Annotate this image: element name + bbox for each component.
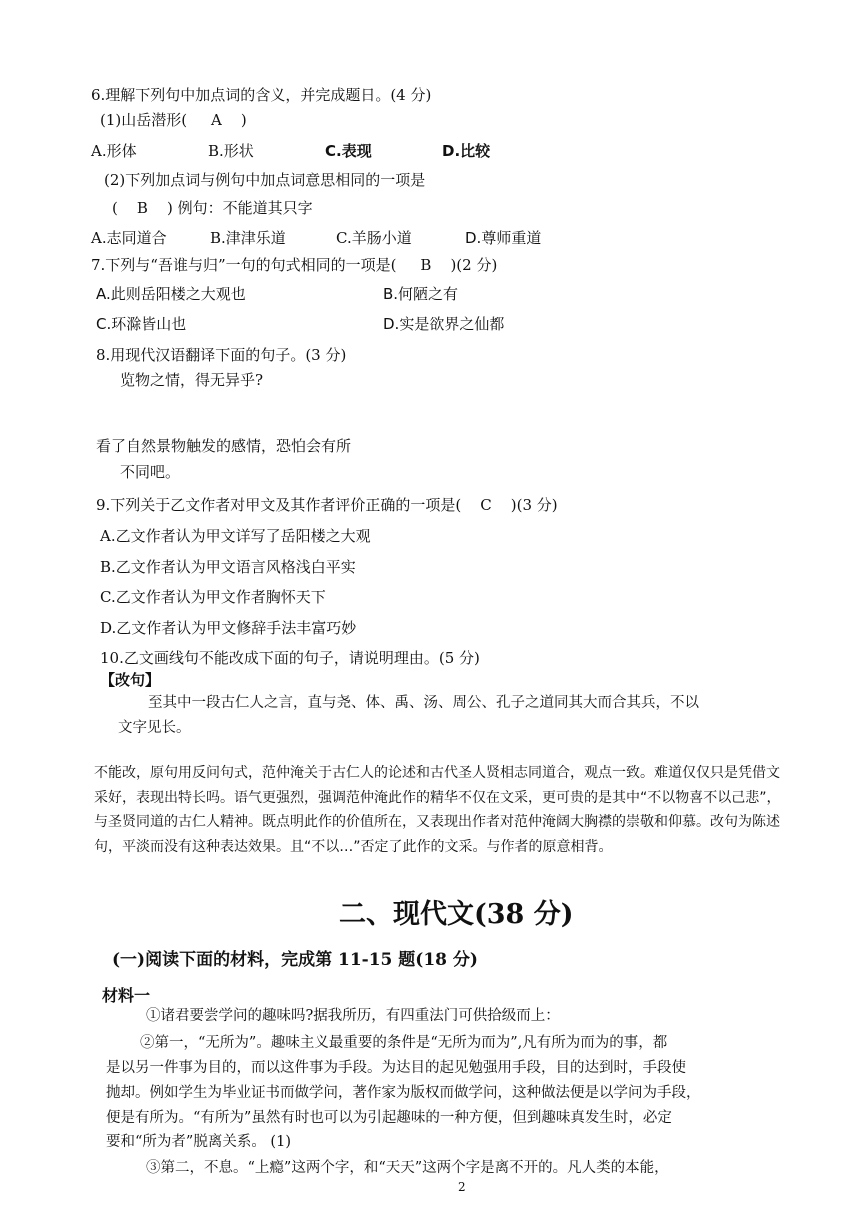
q7-option-d: D.实是欲界之仙都 [383, 315, 505, 333]
q6-sub2-option-d: D.尊师重道 [465, 229, 542, 247]
material-paragraph-2-line: 要和“所为者”脱离关系。 (1) [106, 1134, 291, 1150]
q6-sub1-option-a: A.形体 [91, 142, 137, 160]
material-paragraph-2-line: 便是有所为。“有所为”虽然有时也可以为引起趣味的一种方便，但到趣味真发生时，必定 [106, 1110, 672, 1126]
q10-stem: 10.乙文画线句不能改成下面的句子，请说明理由。(5 分) [100, 649, 480, 667]
q8-sentence: 览物之情，得无异乎? [120, 371, 264, 389]
q9-option-d: D.乙文作者认为甲文修辞手法丰富巧妙 [100, 619, 357, 637]
q6-stem: 6.理解下列句中加点词的含义，并完成题日。(4 分) [91, 86, 432, 104]
q10-answer: 不能改，原句用反问句式，范仲淹关于古仁人的论述和古代圣人贤相志同道合，观点一致。难道仅仅只是凭借文采好，表现出特长吗。语气更强烈，强调范仲淹此作的精华不仅在文采，更可贵的是其中“不以物喜不以己悲”，与圣贤同道的古仁人精神。既点明此作的价值所在，又表现出作者对范仲淹阔大胸襟的崇敬和仰慕。改句为陈述句，平淡而没有这种表达效果。且“不以…”否定了此作的文采。与作者的原意相背。 [94, 765, 781, 855]
material-paragraph-1: ①诸君要尝学问的趣味吗?据我所历，有四重法门可供拾级而上： [146, 1008, 560, 1024]
page-number: 2 [458, 1180, 466, 1194]
q6-sub1: (1)山岳潜形( A ) [100, 111, 247, 129]
q6-sub2-option-c: C.羊肠小道 [336, 229, 412, 247]
material-paragraph-3: ③第二，不息。“上瘾”这两个字，和“天天”这两个字是离不开的。凡人类的本能， [146, 1160, 669, 1176]
q6-sub2-option-b: B.津津乐道 [210, 229, 286, 247]
q6-sub2-answer: ( B ) 例句：不能道其只字 [112, 199, 313, 217]
q8-answer-line2: 不同吧。 [120, 463, 181, 481]
q7-option-a: A.此则岳阳楼之大观也 [96, 285, 246, 303]
q8-answer-line1: 看了自然景物触发的感情，恐怕会有所 [96, 437, 352, 455]
q6-sub1-option-d: D.比较 [442, 142, 491, 160]
material-paragraph-2-line: ②第一，“无所为”。趣味主义最重要的条件是“无所为而为”,凡有所为而为的事，都 [140, 1035, 668, 1051]
q7-option-b: B.何陋之有 [383, 285, 459, 303]
q10-label: 【改句】 [100, 671, 161, 689]
q6-sub1-option-b: B.形状 [208, 142, 254, 160]
q6-sub2-option-a: A.志同道合 [91, 229, 167, 247]
q9-option-c: C.乙文作者认为甲文作者胸怀天下 [100, 588, 326, 606]
q9-stem: 9.下列关于乙文作者对甲文及其作者评价正确的一项是( C )(3 分) [96, 496, 558, 514]
material-label: 材料一 [102, 986, 151, 1005]
q10-rewrite-line2: 文字见长。 [118, 720, 191, 736]
q6-sub1-option-c: C.表现 [325, 142, 372, 160]
q8-stem: 8.用现代汉语翻译下面的句子。(3 分) [96, 346, 347, 364]
section-title: 二、现代文(38 分) [339, 899, 574, 930]
part1-heading: (一)阅读下面的材料，完成第 11-15 题(18 分) [112, 950, 478, 970]
q7-stem: 7.下列与“吾谁与归”一句的句式相同的一项是( B )(2 分) [91, 256, 498, 274]
q9-option-b: B.乙文作者认为甲文语言风格浅白平实 [100, 558, 356, 576]
q7-option-c: C.环滁皆山也 [96, 315, 187, 333]
q9-option-a: A.乙文作者认为甲文详写了岳阳楼之大观 [100, 527, 371, 545]
material-paragraph-2-line: 是以另一件事为目的，而以这件事为手段。为达目的起见勉强用手段，目的达到时，手段使 [106, 1060, 686, 1076]
q10-rewrite-line1: 至其中一段古仁人之言，直与尧、体、禹、汤、周公、孔子之道同其大而合其兵，不以 [148, 695, 699, 711]
q6-sub2: (2)下列加点词与例句中加点词意思相同的一项是 [104, 171, 426, 189]
material-paragraph-2-line: 抛却。例如学生为毕业证书而做学问，著作家为版权而做学问，这种做法便是以学问为手段， [106, 1085, 701, 1101]
